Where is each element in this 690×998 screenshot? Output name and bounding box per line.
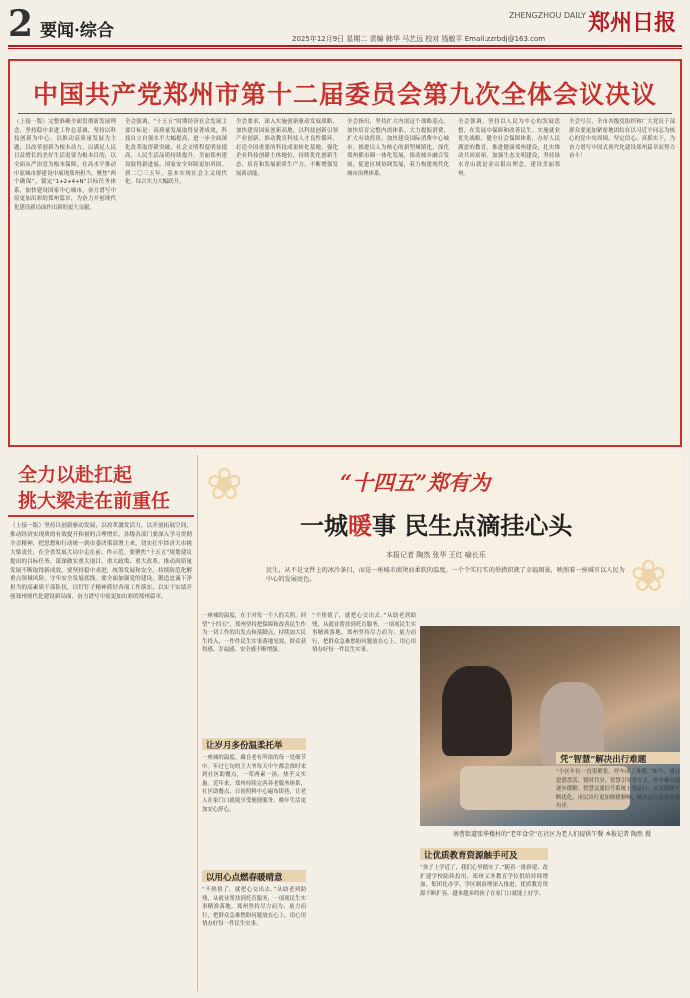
section-title: 要闻·综合 <box>40 21 114 41</box>
masthead <box>0 0 690 58</box>
left-story-body: （上接一版）坚持以创新驱动发展，以改革激发活力，以开放拓展空间，推动经济实现质的有效提升和量的合理增长。各级各部门要深入学习贯彻全会精神，把思想和行动统一到市委决策部署上来，切实扛牢经济大市挑大梁责任，在全省发展大局中走在前、作示范。要聚焦“十五五”规划建议提出的目标任务，谋深做实重大项目、重大政策、重大改革，推动高质量发展不断取得新成效。要坚持稳中求进，统筹发展和安全，持续防范化解重点领域风险，守牢安全发展底线。要全面加强党的建设，锻造忠诚干净担当的高素质干部队伍，以钉钉子精神抓好各项工作落实，以实干实绩开创郑州现代化建设新局面，奋力谱写中原更加出彩的郑州篇章。 <box>10 523 192 601</box>
left-story-rule <box>8 515 194 517</box>
dateline: 2025年12月9日 星期二 责编 韩华 马艺远 校对 钱敏平 Email:zzrbdj@163.com <box>292 35 546 43</box>
resolution-column-2: 全会强调，“十五五”时期经济社会发展主要目标是：高质量发展取得显著成效，科技自立自强水平大幅提高，进一步全面深化改革取得新突破，社会文明程度明显提高，人民生活品质持续提升，美丽郑州建设取得新进展，国家安全屏障更加巩固。到二〇三五年，基本实现社会主义现代化，综合实力大幅跃升。 <box>125 119 227 186</box>
feature-body-col2: “不热情了，就把心交出去。”从助老到助残，从就业帮扶到托育服务，一项项民生实事精准落地。郑州坚持尽力而为、量力而行，把群众急难愁盼问题放在心上，用心用情办好每一件民生实事。 <box>312 613 416 654</box>
section-body: “孩子上学近了，我们心里踏实了。”随着一批新建、改扩建学校陆续投用，郑州义务教育学位供给持续增加，集团化办学、学区制治理深入推进，优质教育资源不断扩容，越来越多的孩子在家门口就能上好学。 <box>420 865 548 897</box>
feature-lead: 民生，从不是文件上的冰冷条目，而是一座城市滚烫而柔软的温度。一个个实打实的举措织就了幸福图景，映照着一座城市以人民为中心的发展底色。 <box>266 567 625 584</box>
resolution-title: 中国共产党郑州市第十二届委员会第九次全体会议决议 <box>32 80 657 109</box>
flower-ornament-icon: ❀ <box>630 551 667 602</box>
resolution-column-3: 全会要求，深入实施创新驱动发展战略，加快建设国家创新高地，以科技创新引领产业创新。推动教育科技人才良性循环，打造全国重要的科技成果转化基地，强化企业科技创新主体地位，持续优化创新生态，培育和发展新质生产力，不断增强发展新动能。 <box>236 119 338 177</box>
byline: 本报记者 陶然 张华 王红 喻长乐 <box>386 551 486 559</box>
column-divider <box>197 455 198 991</box>
section-body: “小区车位一直很紧张，停车成了难题。”如今，通过挖潜盘活、错时共享、智慧引导等方式，停车难问题逐步缓解。智慧交通信号系统上线运行，公交线网不断优化，市民出行更加便捷顺畅，城市运行更加高效有序。 <box>556 769 680 810</box>
section-body: “不热情了，就把心交出去。”从助老到助残，从就业帮扶到托育服务，一项项民生实事精准落地。郑州坚持尽力而为、量力而行，把群众急难愁盼问题放在心上，用心用情办好每一件民生实事。 <box>202 887 306 928</box>
headline-highlight: 暖 <box>348 511 372 540</box>
headline-part: 事 民生点滴挂心头 <box>372 511 573 540</box>
feature-body-col4 <box>556 612 680 622</box>
section-heading: 凭“智慧”解决出行难题 <box>560 755 647 765</box>
resolution-column-5: 全会强调，坚持以人民为中心的发展思想，在发展中保障和改善民生。实施就业优先战略，健全社会保障体系，办好人民满意的教育，推进健康郑州建设，扎实推动共同富裕。加强生态文明建设，坚持绿水青山就是金山银山理念，建设美丽郑州。 <box>458 119 560 177</box>
section-heading: 以用心点燃春暖晴意 <box>206 873 283 883</box>
feature-intro-body: 一座城的温度，在于对每一个人的关照。回望“十四五”，郑州坚持把保障和改善民生作为一切工作的出发点和落脚点，持续加大民生投入，一件件民生实事落地见效，群众获得感、幸福感、安全感不断增强。 <box>202 613 306 654</box>
resolution-column-1: （上接一版）完整准确全面贯彻新发展理念，坚持稳中求进工作总基调，坚持以科技创新为中心，以推动高质量发展为主题，以改革创新为根本动力，以满足人民日益增长的美好生活需要为根本目的，以全面从严治党为根本保障，在高水平推动中原城市群建设中展现郑州担当，聚焦“两个确保”，锚定“1+2+4+N”目标任务体系，加快建设国家中心城市，奋力谱写中原更加出彩的郑州篇章，为奋力开创现代化建设新局面作出新的更大贡献。 <box>14 119 116 211</box>
photo-figure <box>442 666 512 756</box>
resolution-column-6: 全会号召，全市各级党组织和广大党员干部群众要更加紧密地团结在以习近平同志为核心的党中央周围，坚定信心、真抓实干，为奋力谱写中国式现代化建设郑州篇章而努力奋斗！ <box>569 119 675 160</box>
section-heading: 让岁月多份温柔托举 <box>206 741 283 751</box>
section-heading: 让优质教育资源触手可及 <box>424 851 518 861</box>
brand-pinyin: ZHENGZHOU DAILY <box>508 11 586 20</box>
header-rule <box>8 45 682 47</box>
flower-ornament-icon: ❀ <box>206 459 243 510</box>
page-number: 2 <box>8 3 34 45</box>
brand-logo: 郑州日报 <box>587 10 676 36</box>
photo-caption: 南曹街道张华楼村的“老年食堂”在社区为老人们提供午餐 本报记者 陶然 摄 <box>453 831 651 838</box>
left-story-title-line2: 挑大梁走在前重任 <box>18 490 171 512</box>
feature-headline <box>300 506 572 541</box>
headline-part: 一城 <box>300 511 348 540</box>
title-divider <box>18 113 672 114</box>
header-rule-thin <box>8 48 682 49</box>
left-story-title-line1: 全力以赴扛起 <box>18 464 133 486</box>
column-header: “十四五”郑有为 <box>340 470 491 495</box>
section-body: 一座城的温度，藏在老有所依的每一处细节中。年过七旬的王大爷每天中午都会准时来到社区助餐点，一荤两素一汤，热乎又实惠。近年来，郑州持续完善养老服务体系，社区助餐点、日间照料中心遍布街巷，让老人在家门口就能享受便捷服务，晚年生活更加安心舒心。 <box>202 755 306 813</box>
resolution-column-4: 全会指出，坚持扩大内需这个战略基点，加快培育完整内需体系。大力提振消费，扩大有效投资，加快建设国际消费中心城市。推进以人为核心的新型城镇化，深化郑州都市圈一体化发展，推动城乡融合发展，促进区域协调发展，着力构建现代化城市治理体系。 <box>347 119 449 177</box>
